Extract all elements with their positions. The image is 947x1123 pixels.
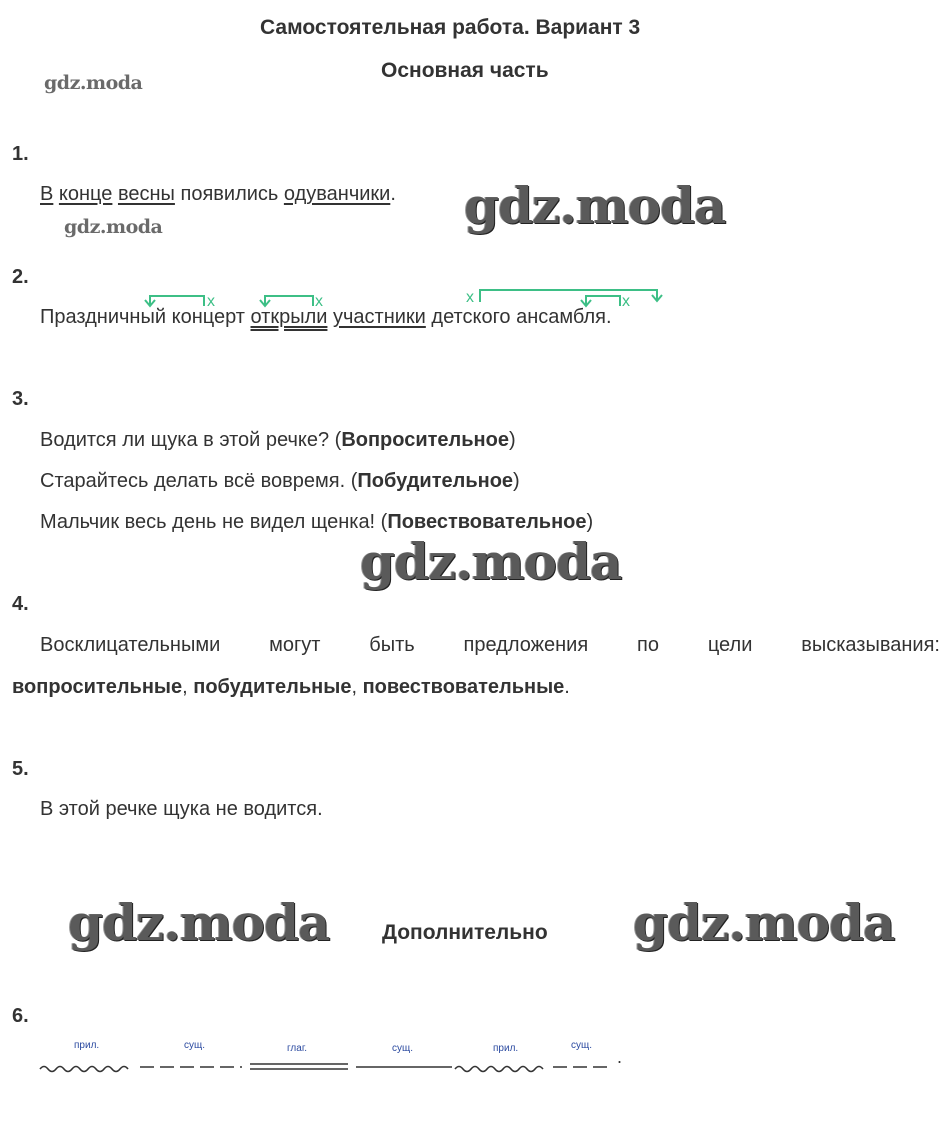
word: В xyxy=(40,183,54,205)
pos-label: сущ. xyxy=(392,1043,414,1054)
word-predicate: открыли xyxy=(250,306,328,328)
word: конце xyxy=(58,183,113,205)
pos-label: глаг. xyxy=(287,1043,308,1054)
word: появились xyxy=(180,183,279,205)
x-mark: x xyxy=(466,289,474,306)
page-title: Самостоятельная работа. Вариант 3 xyxy=(260,16,641,39)
word: Праздничный xyxy=(40,306,167,328)
watermark: gdz.moda xyxy=(633,893,895,952)
wavy-line xyxy=(455,1067,543,1072)
task2-sentence xyxy=(40,306,612,329)
watermark: gdz.moda xyxy=(360,532,622,591)
task-number: 3. xyxy=(12,388,29,410)
task-number: 1. xyxy=(12,143,29,165)
dependency-arrow xyxy=(480,290,657,302)
pos-label: прил. xyxy=(493,1043,519,1054)
watermark: gdz.moda xyxy=(464,176,726,235)
dependency-arrow xyxy=(265,296,313,306)
task1-sentence xyxy=(40,183,396,206)
pos-label: прил. xyxy=(74,1040,100,1051)
task5-text: В этой речке щука не водится. xyxy=(40,798,323,820)
task3-line: Мальчик весь день не видел щенка! (Повествовательное) xyxy=(40,511,594,533)
dependency-arrow xyxy=(150,296,204,306)
x-mark: x xyxy=(622,293,630,310)
watermark: gdz.moda xyxy=(64,216,163,238)
word: весны xyxy=(117,183,175,205)
watermark: gdz.moda xyxy=(68,893,330,952)
extra-heading: Дополнительно xyxy=(382,921,548,944)
word: детского xyxy=(431,306,511,328)
x-mark: x xyxy=(207,293,215,310)
task3-line: Старайтесь делать всё вовремя. (Побудительное) xyxy=(40,470,520,492)
task4-line1: Восклицательными могут быть предложения по цели высказывания: xyxy=(40,634,940,656)
task-number: 6. xyxy=(12,1005,29,1027)
task3-line: Водится ли щука в этой речке? (Вопросительное) xyxy=(40,429,516,451)
word: одуванчики xyxy=(283,183,391,205)
word-subject: участники xyxy=(333,306,426,328)
pos-label: сущ. xyxy=(571,1040,593,1051)
task4-line2: вопросительные, побудительные, повествовательные. xyxy=(12,676,570,698)
task-number: 5. xyxy=(12,758,29,780)
pos-label: сущ. xyxy=(184,1040,206,1051)
wavy-line xyxy=(40,1067,128,1072)
section-title: Основная часть xyxy=(381,59,549,82)
task-number: 2. xyxy=(12,266,29,288)
x-mark: x xyxy=(315,293,323,310)
word: концерт xyxy=(171,306,245,328)
task-number: 4. xyxy=(12,593,29,615)
word: ансамбля. xyxy=(516,306,612,328)
watermark: gdz.moda xyxy=(44,72,143,94)
sentence-end: . xyxy=(617,1047,623,1067)
punctuation: . xyxy=(390,183,396,205)
parsing-lines xyxy=(0,1055,947,1085)
